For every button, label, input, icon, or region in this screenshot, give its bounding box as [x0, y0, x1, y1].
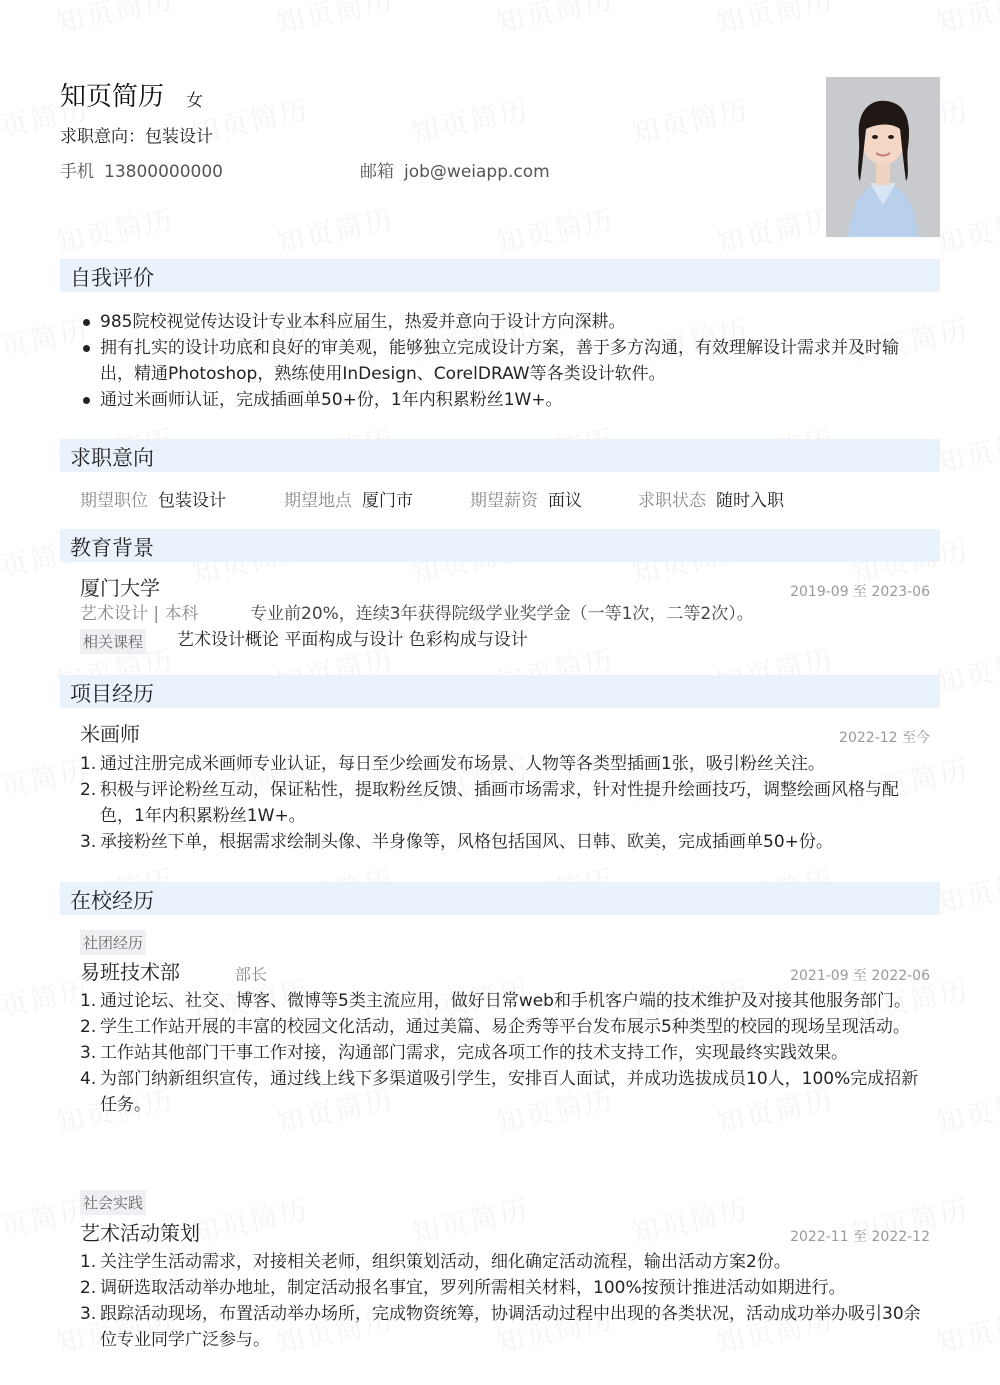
item-text: 通过米画师认证，完成插画单50+份，1年内积累粉丝1W+。: [100, 390, 563, 410]
item-text: 985院校视觉传达设计专业本科应届生，热爱并意向于设计方向深耕。: [100, 312, 626, 332]
item-text: 工作站其他部门干事工作对接，沟通部门需求，完成各项工作的技术支持工作，实现最终实践效果。: [100, 1043, 848, 1063]
item-number: 3.: [80, 832, 97, 852]
item-text: 跟踪活动现场，布置活动举办场所，完成物资统筹，协调活动过程中出现的各类状况，活动成功举办吸引30余位专业同学广泛参与。: [100, 1304, 921, 1350]
education-date: 2019-09 至 2023-06: [790, 584, 930, 600]
list-item: [80, 988, 932, 1014]
section-title: 项目经历: [70, 682, 154, 706]
expect-salary-label: 期望薪资: [470, 491, 538, 511]
expect-location: [284, 486, 413, 511]
candidate-name: 知页简历: [60, 82, 165, 112]
expect-salary: [470, 486, 582, 511]
avatar: [826, 77, 940, 237]
watermark-text: [0, 308, 93, 372]
expect-location-value: 厦门市: [362, 491, 413, 511]
watermark-text: [0, 1188, 93, 1252]
section-header-projects: [60, 675, 940, 708]
expect-location-label: 期望地点: [284, 491, 352, 511]
section-header-education: [60, 529, 940, 562]
courses-tag: 相关课程: [80, 629, 146, 654]
item-text: 承接粉丝下单，根据需求绘制头像、半身像等，风格包括国风、日韩、欧美，完成插画单50+份。: [100, 832, 833, 852]
watermark-text: [712, 198, 838, 262]
education-honor: 专业前20%，连续3年获得院级学业奖学金（一等1次，二等2次）。: [250, 604, 754, 624]
list-item: [80, 309, 930, 335]
list-item: [80, 1014, 932, 1040]
watermark-text: [932, 638, 1000, 702]
major-degree: 艺术设计 | 本科: [80, 604, 199, 624]
item-text: 通过论坛、社交、博客、微博等5类主流应用，做好日常web和手机客户端的技术维护及对接其他服务部门。: [100, 991, 911, 1011]
section-header-campus: [60, 882, 940, 915]
club-role: 部长: [235, 965, 268, 984]
self-eval-list: [80, 309, 930, 413]
item-number: 2.: [80, 1278, 97, 1298]
item-number: 3.: [80, 1043, 97, 1063]
item-number: 3.: [80, 1304, 97, 1324]
project-date: 2022-12 至今: [839, 730, 930, 746]
item-number: 2.: [80, 1017, 97, 1037]
phone-label: 手机: [60, 162, 94, 182]
watermark-text: [932, 1078, 1000, 1142]
watermark-text: [187, 1188, 313, 1252]
watermark-text: [492, 198, 618, 262]
list-item: [80, 1066, 932, 1118]
expect-position-value: 包装设计: [158, 491, 226, 511]
section-title: 求职意向: [70, 446, 154, 470]
item-text: 积极与评论粉丝互动，保证粘性，提取粉丝反馈、插画市场需求，针对性提升绘画技巧，调整绘画风格与配色，1年内积累粉丝1W+。: [100, 780, 899, 826]
portrait-image: [826, 77, 940, 237]
watermark-text: [627, 1188, 753, 1252]
item-text: 为部门纳新组织宣传，通过线上线下多渠道吸引学生，安排百人面试，并成功选拔成员10人，100%完成招新任务。: [100, 1069, 919, 1115]
list-item: [80, 1249, 932, 1275]
section-title: 自我评价: [70, 266, 154, 290]
watermark-text: [52, 0, 178, 42]
list-item: [80, 387, 930, 413]
expect-salary-value: 面议: [548, 491, 582, 511]
practice-list: [80, 1249, 932, 1353]
project-name: 米画师: [80, 722, 140, 746]
item-text: 拥有扎实的设计功底和良好的审美观，能够独立完成设计方案，善于多方沟通，有效理解设计需求并及时输出，精通Photoshop，熟练使用InDesign、CorelDRAW等各类设计软件。: [100, 338, 899, 384]
list-item: [80, 1301, 932, 1353]
practice-tag: 社会实践: [80, 1190, 146, 1215]
list-item: [80, 751, 932, 777]
email-contact: [360, 157, 550, 182]
list-item: [80, 777, 932, 829]
job-status-value: 随时入职: [716, 491, 784, 511]
list-item: [80, 1040, 932, 1066]
watermark-text: [932, 1298, 1000, 1362]
watermark-text: [932, 0, 1000, 42]
phone-contact: [60, 157, 223, 182]
project-list: [80, 751, 932, 855]
item-text: 调研选取活动举办地址，制定活动报名事宜，罗列所需相关材料，100%按预计推进活动如期进行。: [100, 1278, 846, 1298]
item-number: 1.: [80, 991, 97, 1011]
club-name: 易班技术部: [80, 960, 180, 984]
expect-position: [80, 486, 226, 511]
list-item: [80, 335, 930, 387]
club-tag: 社团经历: [80, 930, 146, 955]
section-header-self-eval: [60, 259, 940, 292]
item-text: 学生工作站开展的丰富的校园文化活动，通过美篇、易企秀等平台发布展示5种类型的校园的现场呈现活动。: [100, 1017, 910, 1037]
section-header-intention: [60, 439, 940, 472]
expect-position-label: 期望职位: [80, 491, 148, 511]
watermark-text: [0, 968, 93, 1032]
email-label: 邮箱: [360, 162, 394, 182]
job-status-label: 求职状态: [638, 491, 706, 511]
watermark-text: [627, 88, 753, 152]
item-number: 4.: [80, 1069, 97, 1089]
club-date: 2021-09 至 2022-06: [790, 968, 930, 984]
school-name: 厦门大学: [80, 576, 160, 600]
section-title: 在校经历: [70, 889, 154, 913]
watermark-text: [932, 418, 1000, 482]
club-list: [80, 988, 932, 1118]
item-text: 通过注册完成米画师专业认证，每日至少绘画发布场景、人物等各类型插画1张，吸引粉丝关注。: [100, 754, 825, 774]
courses-list: 艺术设计概论 平面构成与设计 色彩构成与设计: [177, 630, 528, 650]
watermark-text: [272, 198, 398, 262]
job-status: [638, 486, 784, 511]
email-value[interactable]: job@weiapp.com: [404, 162, 550, 182]
section-title: 教育背景: [70, 536, 154, 560]
watermark-text: [272, 0, 398, 42]
practice-date: 2022-11 至 2022-12: [790, 1229, 930, 1245]
header-intent: 求职意向：包装设计: [60, 127, 213, 147]
phone-value[interactable]: 13800000000: [104, 162, 223, 182]
watermark-text: [932, 198, 1000, 262]
watermark-text: [407, 1188, 533, 1252]
watermark-text: [407, 88, 533, 152]
list-item: [80, 829, 932, 855]
watermark-text: [932, 858, 1000, 922]
watermark-text: [492, 0, 618, 42]
list-item: [80, 1275, 932, 1301]
candidate-gender: 女: [186, 91, 203, 111]
item-number: 2.: [80, 780, 97, 800]
watermark-text: [0, 748, 93, 812]
watermark-text: [52, 198, 178, 262]
item-number: 1.: [80, 754, 97, 774]
item-text: 关注学生活动需求，对接相关老师，组织策划活动，细化确定活动流程，输出活动方案2份。: [100, 1252, 791, 1272]
watermark-text: [712, 0, 838, 42]
item-number: 1.: [80, 1252, 97, 1272]
practice-name: 艺术活动策划: [80, 1221, 200, 1245]
